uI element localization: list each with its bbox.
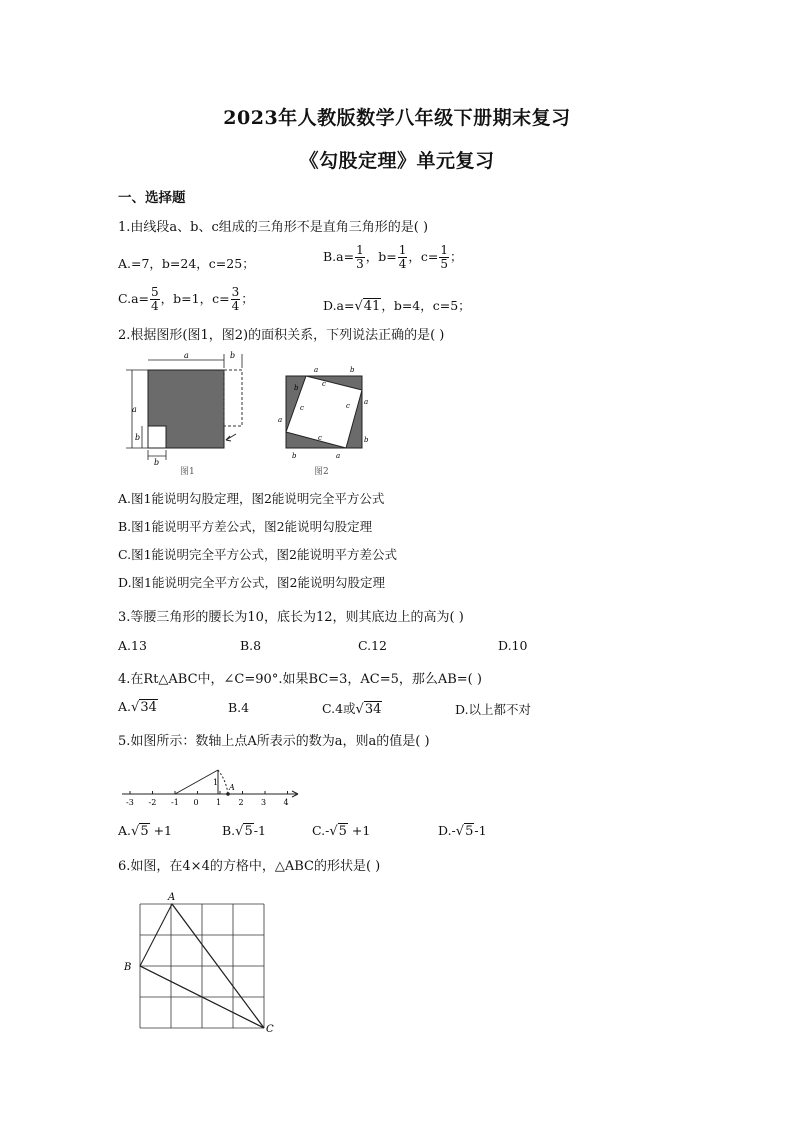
svg-text:a: a <box>278 416 283 424</box>
q4-option-d: D.以上都不对 <box>455 702 532 717</box>
svg-text:c: c <box>346 402 350 410</box>
svg-text:c: c <box>318 434 322 442</box>
number-line-tick-label: 3 <box>261 798 267 807</box>
svg-text:a: a <box>314 366 319 374</box>
number-line-figure <box>118 756 308 808</box>
q2-option-b: B.图1能说明平方差公式，图2能说明勾股定理 <box>118 519 373 534</box>
number-line-tick-label: 0 <box>193 798 199 807</box>
figure-2-caption: 图2 <box>314 467 329 477</box>
vertex-c-label: C <box>266 1024 274 1035</box>
q4-stem: 4.在Rt△ABC中，∠C=90°.如果BC=3，AC=5，那么AB=( ) <box>118 672 482 687</box>
q4-option-c: C.4或√34 <box>322 701 382 717</box>
svg-text:b: b <box>230 351 236 360</box>
figure-2-diagram <box>278 366 369 460</box>
q1-stem: 1.由线段a、b、c组成的三角形不是直角三角形的是( ) <box>118 220 429 235</box>
number-line-tick-label: -3 <box>126 798 134 807</box>
number-line-tick-label: -1 <box>171 798 179 807</box>
q3-option-c: C.12 <box>358 638 387 653</box>
number-line-label-one: 1 <box>213 778 219 787</box>
figure-1-caption: 图1 <box>180 467 195 477</box>
svg-text:b: b <box>364 436 369 444</box>
q5-option-a: A.√5 +1 <box>118 823 173 839</box>
svg-text:c: c <box>300 404 304 412</box>
q4-option-b: B.4 <box>228 700 250 715</box>
number-line-label-a: A <box>229 783 235 792</box>
q5-stem: 5.如图所示：数轴上点A所表示的数为a，则a的值是( ) <box>118 734 430 749</box>
q1-option-d: D.a=√41，b=4，c=5； <box>323 298 471 314</box>
svg-text:a: a <box>364 398 369 406</box>
svg-text:b: b <box>350 366 355 374</box>
svg-text:c: c <box>322 380 326 388</box>
svg-text:a: a <box>184 351 189 360</box>
q1-option-b: B.a= $\frac{1}{3}$ ，b= $\frac{1}{4}$ ，c= $\frac{1}{5}$ ； <box>323 243 463 271</box>
q2-figures <box>118 350 378 478</box>
q6-stem: 6.如图，在4×4的方格中，△ABC的形状是( ) <box>118 859 381 874</box>
number-line-tick-label: 4 <box>283 798 289 807</box>
svg-text:b: b <box>135 433 141 442</box>
q3-option-d: D.10 <box>498 638 528 653</box>
q2-option-a: A.图1能说明勾股定理，图2能说明完全平方公式 <box>118 491 385 506</box>
svg-text:b: b <box>292 452 297 460</box>
q2-option-d: D.图1能说明完全平方公式，图2能说明勾股定理 <box>118 575 385 590</box>
q5-option-d: D.-√5-1 <box>438 823 487 839</box>
q3-option-b: B.8 <box>240 638 262 653</box>
q5-option-b: B.√5-1 <box>222 823 266 839</box>
svg-text:a: a <box>132 405 137 414</box>
figure-1-diagram <box>126 351 242 467</box>
q3-option-a: A.13 <box>118 638 147 653</box>
number-line-tick-label: 2 <box>238 798 244 807</box>
q2-stem: 2.根据图形(图1，图2)的面积关系，下列说法正确的是( ) <box>118 328 445 343</box>
q1-option-c: C.a= $\frac{5}{4}$ ，b=1，c= $\frac{3}{4}$ ； <box>118 285 254 313</box>
q2-option-c: C.图1能说明完全平方公式，图2能说明平方差公式 <box>118 547 397 562</box>
number-line-tick-label: 1 <box>216 798 222 807</box>
page-title: 2023年人教版数学八年级下册期末复习 <box>223 107 571 129</box>
svg-text:b: b <box>154 458 160 467</box>
q5-option-c: C.-√5 +1 <box>312 823 371 839</box>
vertex-b-label: B <box>124 962 132 973</box>
svg-text:b: b <box>294 384 299 392</box>
q3-stem: 3.等腰三角形的腰长为10，底长为12，则其底边上的高为( ) <box>118 610 464 625</box>
q4-option-a: A.√34 <box>118 699 157 715</box>
section-label: 一、选择题 <box>118 190 186 206</box>
number-line-tick-label: -2 <box>148 798 157 807</box>
q1-option-a: A.=7，b=24，c=25； <box>118 256 255 271</box>
svg-text:a: a <box>336 452 341 460</box>
page-subtitle: 《勾股定理》单元复习 <box>299 150 495 172</box>
vertex-a-label: A <box>168 892 176 903</box>
grid-triangle-figure <box>118 888 288 1038</box>
